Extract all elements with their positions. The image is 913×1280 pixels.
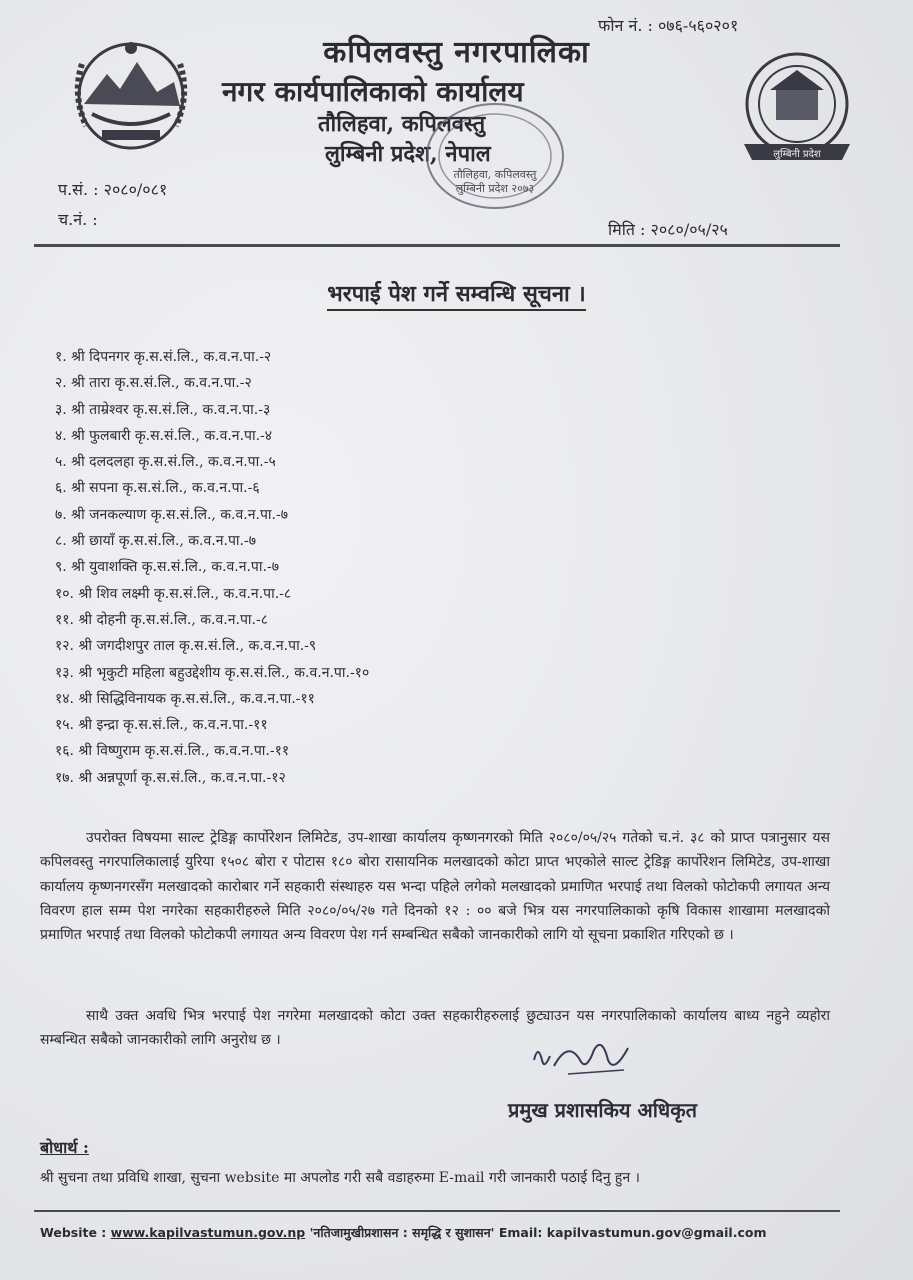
email-label: Email: <box>498 1225 543 1240</box>
dispatch-number: च.नं. : <box>58 210 98 229</box>
stamp-text: तौलिहवा, कपिलवस्तु लुम्बिनी प्रदेश २०७३ <box>453 168 537 195</box>
list-item: ५. श्री दलदलहा कृ.स.सं.लि., क.व.न.पा.-५ <box>55 454 276 471</box>
municipality-name: कपिलवस्तु नगरपालिका <box>323 35 590 70</box>
cc-text: श्री सुचना तथा प्रविधि शाखा, सुचना website मा अपलोड गरी सबै वडाहरुमा E-mail गरी जानकारी पठाई दिनु हुन । <box>40 1170 640 1186</box>
notice-paragraph-2: साथै उक्त अवधि भित्र भरपाई पेश नगरेमा मलखादको कोटा उक्त सहकारीहरुलाई छुट्याउन यस नगरपालिकाको कार्यालय बाध्य नहुने व्यहोरा सम्बन्धित सबैको जानकारीको लागि अनुरोध छ । <box>40 1008 830 1049</box>
signature-icon <box>528 1030 638 1082</box>
notice-subject-text: भरपाई पेश गर्ने सम्वन्धि सूचना । <box>327 281 585 311</box>
footer-divider <box>34 1210 840 1212</box>
list-item: ७. श्री जनकल्याण कृ.स.सं.लि., क.व.न.पा.-७ <box>55 506 288 523</box>
footer <box>40 1224 766 1241</box>
motto-text: 'नतिजामुखीप्रशासन : समृद्धि र सुशासन' <box>309 1225 495 1240</box>
list-item: ९. श्री युवाशक्ति कृ.स.सं.लि., क.व.न.पा.-७ <box>55 559 279 576</box>
office-stamp-icon <box>420 96 570 216</box>
list-item: १४. श्री सिद्धिविनायक कृ.स.सं.लि., क.व.न.पा.-११ <box>55 690 315 707</box>
list-item: ३. श्री ताम्रेश्वर कृ.स.सं.लि., क.व.न.पा.-३ <box>55 401 271 418</box>
list-item: ४. श्री फुलबारी कृ.स.सं.लि., क.व.न.पा.-४ <box>55 427 273 444</box>
phone-number: फोन नं. : ०७६-५६०२०१ <box>598 16 739 35</box>
header-divider <box>34 244 840 247</box>
list-item: २. श्री तारा कृ.स.सं.लि., क.व.न.पा.-२ <box>55 375 252 392</box>
list-item: १६. श्री विष्णुराम कृ.स.सं.लि., क.व.न.पा.-११ <box>55 743 290 760</box>
list-item: १३. श्री भृकुटी महिला बहुउद्देशीय कृ.स.सं.लि., क.व.न.पा.-१० <box>55 664 370 681</box>
cooperative-list <box>55 344 369 791</box>
email-link[interactable]: kapilvastumun.gov@gmail.com <box>546 1225 767 1240</box>
list-item: १५. श्री इन्द्रा कृ.स.सं.लि., क.व.न.पा.-११ <box>55 717 268 734</box>
list-item: १२. श्री जगदीशपुर ताल कृ.स.सं.लि., क.व.न.पा.-९ <box>55 638 317 655</box>
office-province: लुम्बिनी प्रदेश, नेपाल <box>325 141 491 167</box>
cc-label: बोधार्थ : <box>40 1138 89 1157</box>
signatory-title: प्रमुख प्रशासकिय अधिकृत <box>508 1098 697 1122</box>
list-item: ६. श्री सपना कृ.स.सं.लि., क.व.न.पा.-६ <box>55 480 260 497</box>
office-name: नगर कार्यपालिकाको कार्यालय <box>222 75 524 108</box>
list-item: १०. श्री शिव लक्ष्मी कृ.स.सं.लि., क.व.न.पा.-८ <box>55 585 292 602</box>
list-item: १७. श्री अन्नपूर्णा कृ.स.सं.लि., क.व.न.पा.-१२ <box>55 769 286 786</box>
notice-paragraph-1: उपरोक्त विषयमा साल्ट ट्रेडिङ्ग कार्पोरेशन लिमिटेड, उप-शाखा कार्यालय कृष्णनगरको मिति २०८०/०५/२५ गतेको च.नं. ३८ को प्राप्त पत्रानुसार यस कपिलवस्तु नगरपालिकालाई युरिया १५०८ बोरा र पोटास १८० बोरा रासायनिक मलखादको कोटा प्राप्त भएकोले साल्ट ट्रेडिङ्ग कार्पोरेशन लिमिटेड, उप-शाखा कार्यालय कृष्णनगरसँग मलखादको कारोबार गर्ने सहकारी संस्थाहरु यस भन्दा पहिले लगेको मलखादको प्रमाणित भरपाई तथा विलको फोटोकपी लगायत अन्य विवरण हाल सम्म पेश नगरेका सहकारीहरुले मिति २०८०/०५/२७ गते दिनको १२ : ०० बजे भित्र यस नगरपालिकाको कृषि विकास शाखामा मलखादको प्रमाणित भरपाई तथा विलको फोटोकपी लगायत अन्य विवरण पेश गर्न सम्बन्धित सबैको जानकारीको लागि यो सूचना प्रकाशित गरिएको छ । <box>40 830 830 944</box>
notice-subject <box>0 278 913 308</box>
list-item: ११. श्री दोहनी कृ.स.सं.लि., क.व.न.पा.-८ <box>55 611 268 628</box>
reference-number: प.सं. : २०८०/०८१ <box>58 180 168 199</box>
seal-ribbon-text: लुम्बिनी प्रदेश <box>773 149 821 160</box>
list-item: ८. श्री छायाँ कृ.स.सं.लि., क.व.न.पा.-७ <box>55 533 256 550</box>
letter-date: मिति : २०८०/०५/२५ <box>608 220 728 239</box>
website-link[interactable]: www.kapilvastumun.gov.np <box>110 1225 306 1240</box>
website-label: Website : <box>40 1225 107 1240</box>
office-location: तौलिहवा, कपिलवस्तु <box>318 111 486 137</box>
list-item: १. श्री दिपनगर कृ.स.सं.लि., क.व.न.पा.-२ <box>55 349 272 365</box>
